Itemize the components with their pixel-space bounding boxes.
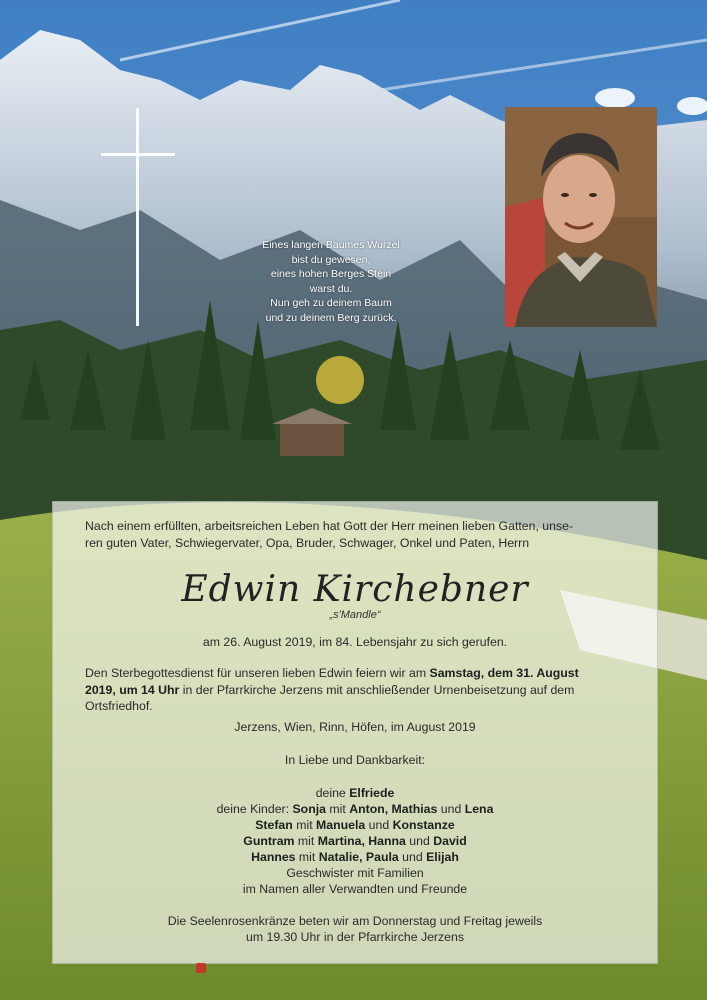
family-name: Elijah (426, 850, 459, 864)
rosary-line: Die Seelenrosenkränze beten wir am Donnerstag und Freitag jeweils (167, 914, 543, 928)
places-date: Jerzens, Wien, Rinn, Höfen, im August 2019 (234, 720, 476, 734)
poem-line: und zu deinem Berg zurück. (265, 311, 397, 324)
poem-line: bist du gewesen, (291, 253, 371, 266)
family-text: und (405, 834, 434, 848)
family-text: mit (295, 850, 319, 864)
nickname: „s'Mandle“ (329, 609, 381, 621)
cross-icon (136, 108, 139, 326)
family-name: David (433, 834, 467, 848)
family-wife (53, 785, 657, 801)
family-name: Guntram (243, 834, 295, 848)
family-name: Lena (464, 802, 494, 816)
family-text: mit (294, 834, 318, 848)
family-name: Natalie, Paula (318, 850, 399, 864)
family-kids-1 (53, 801, 657, 817)
deceased-name: Edwin Kirchebner (181, 569, 529, 610)
family-text: mit (325, 802, 350, 816)
family-text: und (365, 818, 393, 832)
family-kids-4 (53, 849, 657, 865)
family-name: Sonja (292, 802, 326, 816)
death-date: am 26. August 2019, im 84. Lebensjahr zu sich gerufen. (202, 635, 508, 649)
poem-line: warst du. (309, 282, 353, 295)
service-date: Samstag, dem 31. August (429, 666, 579, 680)
service-time: 2019, um 14 Uhr (85, 682, 180, 697)
family-name: Manuela (316, 818, 366, 832)
service-text-part: in der Pfarrkirche Jerzens mit anschließender Urnenbeisetzung auf dem (179, 682, 575, 697)
family-text: und (398, 850, 427, 864)
poem (250, 238, 412, 325)
service-text-part: Ortsfriedhof. (85, 699, 153, 713)
publisher-logo-icon (196, 963, 206, 973)
family-name: Stefan (255, 818, 293, 832)
love-line: In Liebe und Dankbarkeit: (284, 753, 426, 767)
family-name: Elfriede (349, 786, 395, 800)
service-text (85, 665, 645, 715)
family-kids-3 (53, 833, 657, 849)
portrait-photo (505, 107, 657, 327)
family-name: Konstanze (392, 818, 455, 832)
family-text: mit (292, 818, 317, 832)
family-text: deine (315, 786, 350, 800)
rosary-line: um 19.30 Uhr in der Pfarrkirche Jerzens (245, 930, 465, 944)
family-text: deine Kinder: (216, 802, 293, 816)
poem-line: eines hohen Berges Stein (270, 268, 392, 280)
family-name: Anton, Mathias (349, 802, 438, 816)
intro-text (85, 518, 633, 551)
intro-line: ren guten Vater, Schwiegervater, Opa, Bruder, Schwager, Onkel und Paten, Herrn (85, 535, 530, 550)
family-kids-2 (53, 817, 657, 833)
family-name: Hannes (251, 850, 296, 864)
obituary-panel (52, 501, 658, 964)
cross-bar (101, 153, 175, 156)
family-text: und (437, 802, 465, 816)
family-relatives: im Namen aller Verwandten und Freunde (242, 882, 468, 896)
family-siblings: Geschwister mit Familien (286, 866, 424, 880)
intro-line: Nach einem erfüllten, arbeitsreichen Leben hat Gott der Herr meinen lieben Gatten, unse- (85, 519, 574, 533)
poem-line: Nun geh zu deinem Baum (270, 297, 392, 309)
poem-line: Eines langen Baumes Wurzel (262, 239, 400, 251)
service-text-part: Den Sterbegottesdienst für unseren lieben Edwin feiern wir am (85, 666, 430, 680)
family-name: Martina, Hanna (317, 834, 406, 848)
